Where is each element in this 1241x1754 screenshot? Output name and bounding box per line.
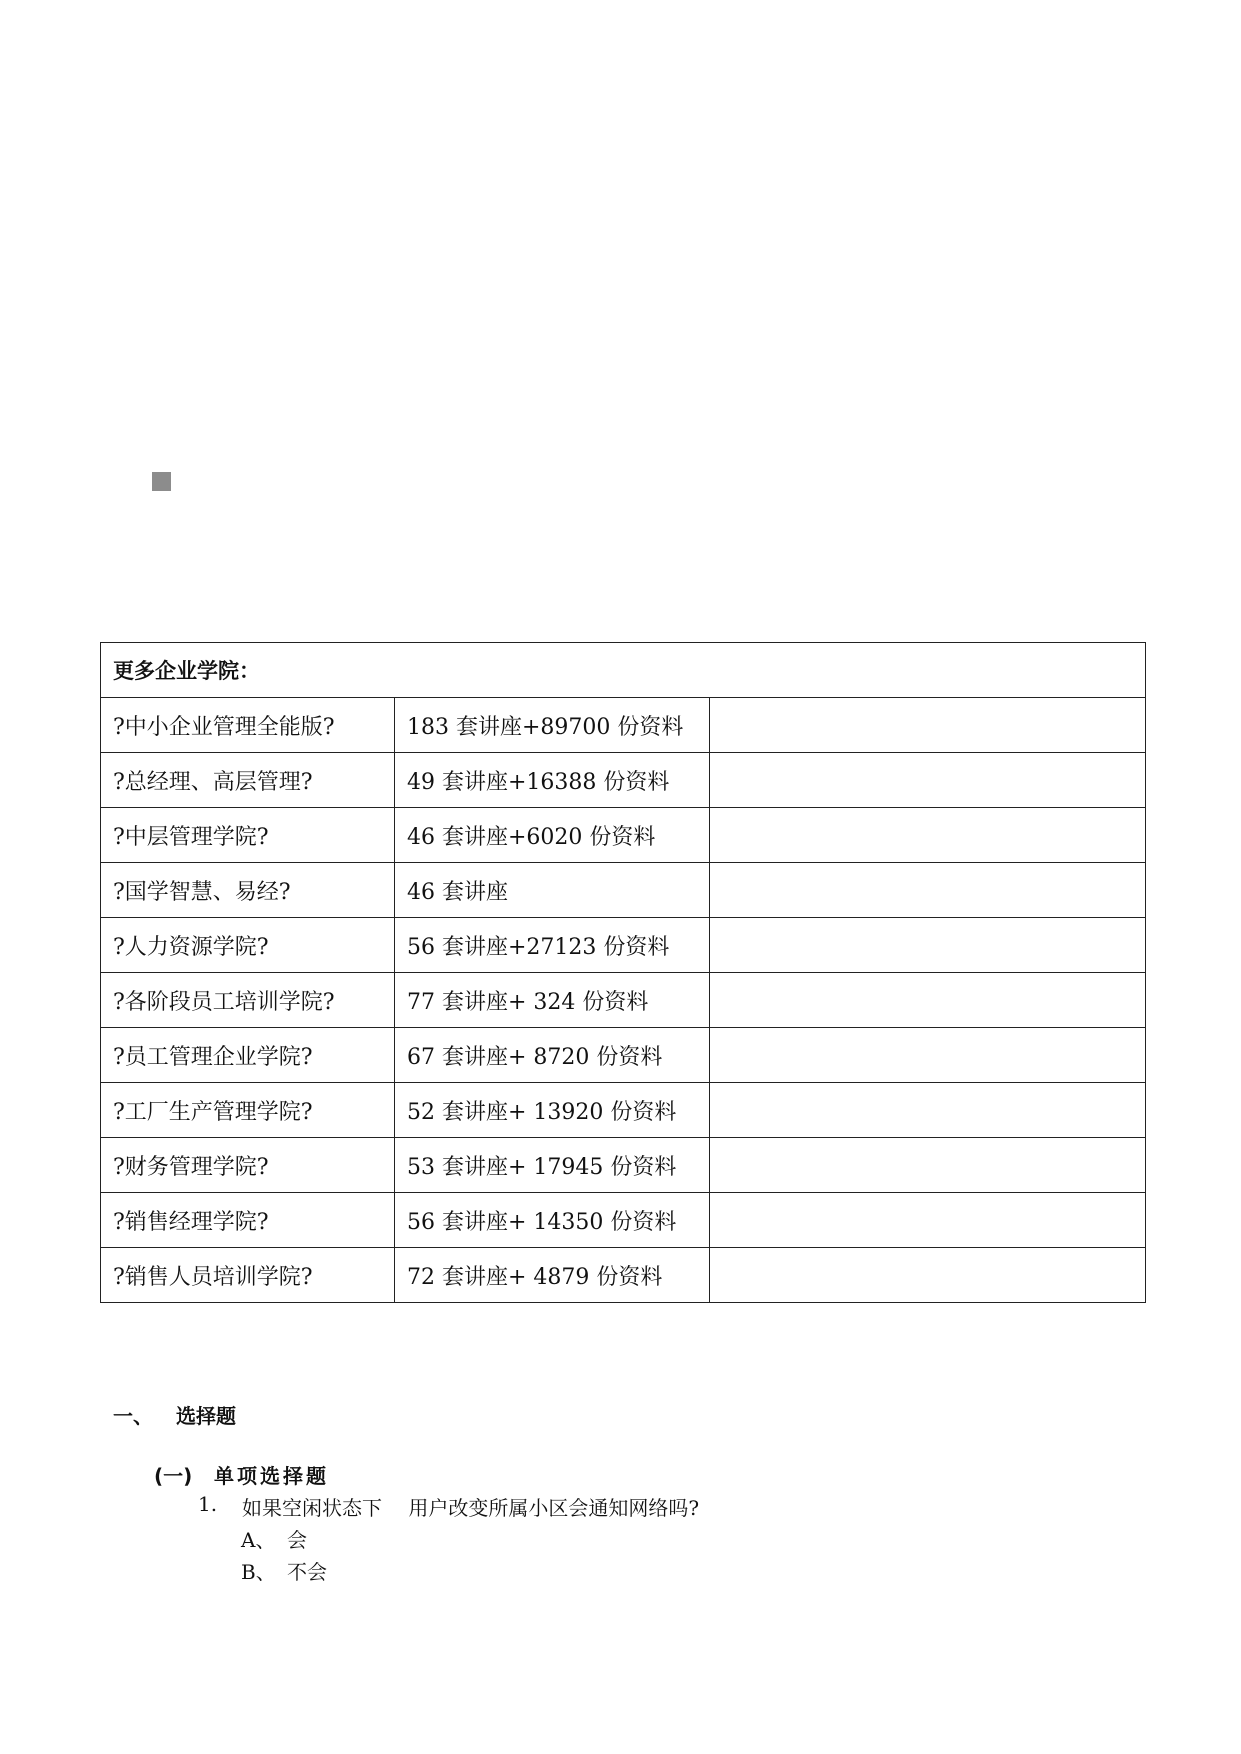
- question-number: 1.: [198, 1492, 218, 1516]
- empty-cell: [710, 1248, 1146, 1303]
- empty-cell: [710, 863, 1146, 918]
- academy-name-cell: ?销售经理学院?: [101, 1193, 395, 1248]
- table-row: [101, 1138, 1146, 1193]
- table-row: [101, 973, 1146, 1028]
- academy-table: [100, 642, 1146, 1303]
- table-row: [101, 1248, 1146, 1303]
- table-row: [101, 863, 1146, 918]
- empty-cell: [710, 808, 1146, 863]
- academy-content-cell: 52 套讲座+ 13920 份资料: [395, 1083, 710, 1138]
- option-a-text: 会: [287, 1528, 307, 1552]
- academy-content-cell: 56 套讲座+ 14350 份资料: [395, 1193, 710, 1248]
- gray-square-marker: [152, 472, 171, 491]
- academy-name-cell: ?国学智慧、易经?: [101, 863, 395, 918]
- empty-cell: [710, 1193, 1146, 1248]
- academy-name-cell: ?各阶段员工培训学院?: [101, 973, 395, 1028]
- table-row: [101, 698, 1146, 753]
- academy-name-cell: ?财务管理学院?: [101, 1138, 395, 1193]
- table-row: [101, 1028, 1146, 1083]
- academy-content-cell: 56 套讲座+27123 份资料: [395, 918, 710, 973]
- empty-cell: [710, 753, 1146, 808]
- academy-content-cell: 183 套讲座+89700 份资料: [395, 698, 710, 753]
- academy-name-cell: ?中层管理学院?: [101, 808, 395, 863]
- subsection-title: 单项选择题: [214, 1464, 329, 1488]
- academy-name-cell: ?工厂生产管理学院?: [101, 1083, 395, 1138]
- academy-content-cell: 46 套讲座: [395, 863, 710, 918]
- empty-cell: [710, 973, 1146, 1028]
- academy-content-cell: 53 套讲座+ 17945 份资料: [395, 1138, 710, 1193]
- table-row: [101, 1193, 1146, 1248]
- option-b-label: B、: [241, 1560, 276, 1584]
- question-text: 如果空闲状态下 用户改变所属小区会通知网络吗?: [242, 1496, 700, 1520]
- empty-cell: [710, 698, 1146, 753]
- empty-cell: [710, 1028, 1146, 1083]
- table-header-row: [101, 643, 1146, 698]
- academy-content-cell: 67 套讲座+ 8720 份资料: [395, 1028, 710, 1083]
- section-title: 选择题: [176, 1404, 236, 1428]
- academy-content-cell: 46 套讲座+6020 份资料: [395, 808, 710, 863]
- table-header: 更多企业学院：: [101, 643, 1146, 698]
- academy-content-cell: 77 套讲座+ 324 份资料: [395, 973, 710, 1028]
- academy-name-cell: ?员工管理企业学院?: [101, 1028, 395, 1083]
- option-a-label: A、: [241, 1528, 276, 1552]
- empty-cell: [710, 1083, 1146, 1138]
- academy-content-cell: 72 套讲座+ 4879 份资料: [395, 1248, 710, 1303]
- academy-name-cell: ?人力资源学院?: [101, 918, 395, 973]
- academy-name-cell: ?销售人员培训学院?: [101, 1248, 395, 1303]
- table-row: [101, 1083, 1146, 1138]
- academy-name-cell: ?总经理、高层管理?: [101, 753, 395, 808]
- table-row: [101, 918, 1146, 973]
- option-b-text: 不会: [287, 1560, 327, 1584]
- table-row: [101, 808, 1146, 863]
- table-row: [101, 753, 1146, 808]
- academy-content-cell: 49 套讲座+16388 份资料: [395, 753, 710, 808]
- empty-cell: [710, 1138, 1146, 1193]
- empty-cell: [710, 918, 1146, 973]
- subsection-number: (一): [154, 1464, 193, 1488]
- academy-name-cell: ?中小企业管理全能版?: [101, 698, 395, 753]
- section-number: 一、: [113, 1404, 153, 1428]
